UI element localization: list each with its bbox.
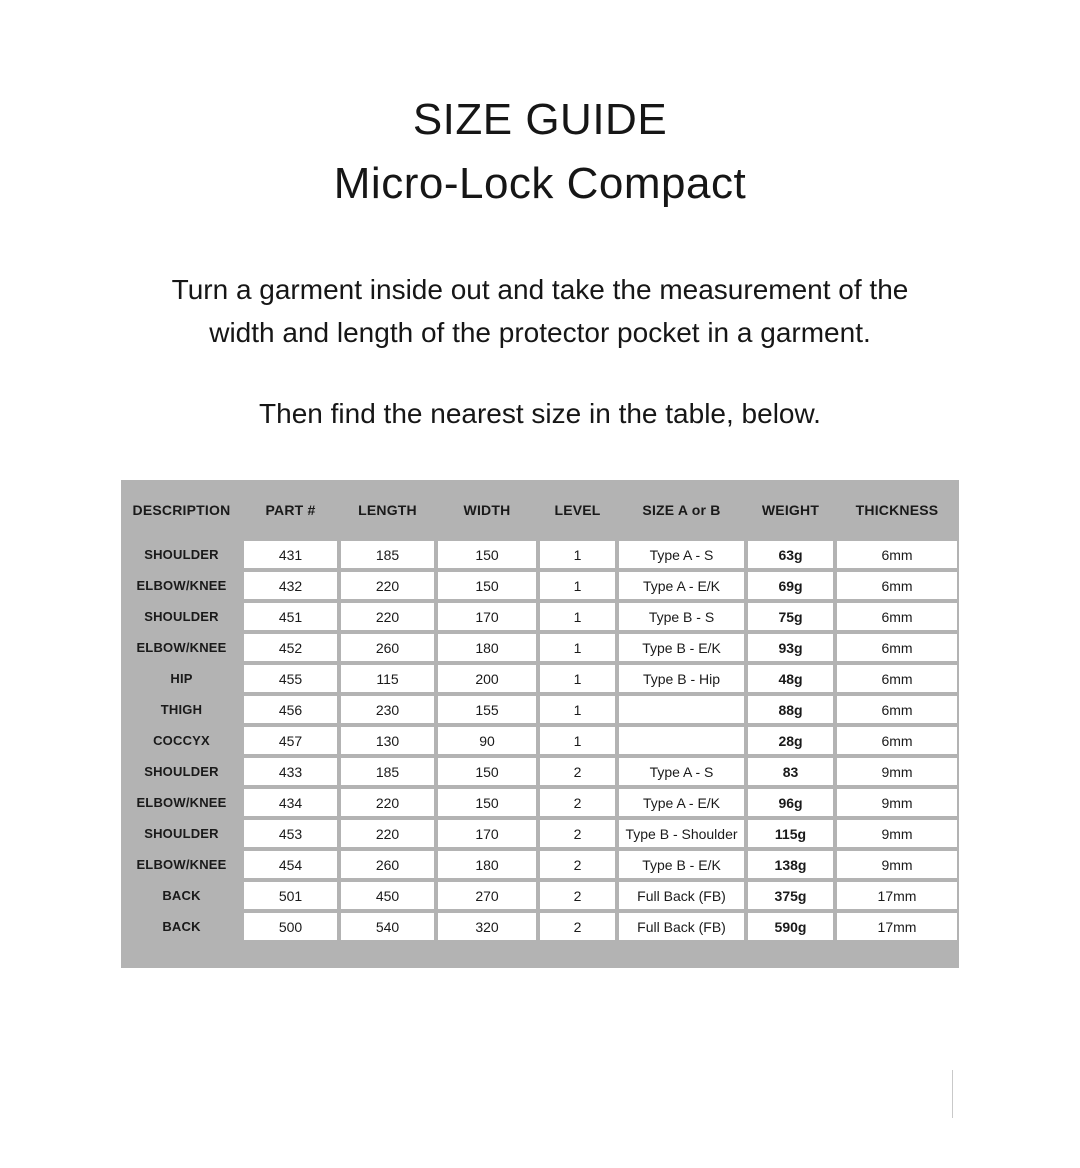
header-thickness: THICKNESS xyxy=(855,501,939,518)
value-cell: 451 xyxy=(244,603,337,630)
value-cell: 9mm xyxy=(837,789,957,816)
value-cell: 69g xyxy=(748,572,833,599)
value-cell: 17mm xyxy=(837,913,957,940)
value-cell: 75g xyxy=(748,603,833,630)
description-cell: ELBOW/KNEE xyxy=(136,857,227,872)
value-cell: 540 xyxy=(341,913,434,940)
value-cell: Type A - S xyxy=(619,758,744,785)
value-cell: 170 xyxy=(438,820,536,847)
value-cell: 6mm xyxy=(837,665,957,692)
value-cell: 2 xyxy=(540,789,615,816)
value-cell: 155 xyxy=(438,696,536,723)
header-weight: WEIGHT xyxy=(761,501,820,518)
instructions-line2: width and length of the protector pocket in a garment. xyxy=(209,317,871,348)
value-cell: 500 xyxy=(244,913,337,940)
header-width: WIDTH xyxy=(463,501,511,518)
table-row xyxy=(121,632,959,663)
value-cell: 138g xyxy=(748,851,833,878)
value-cell: 431 xyxy=(244,541,337,568)
value-cell: 452 xyxy=(244,634,337,661)
header-description: DESCRIPTION xyxy=(132,501,231,518)
value-cell: 17mm xyxy=(837,882,957,909)
value-cell: 9mm xyxy=(837,851,957,878)
value-cell: 230 xyxy=(341,696,434,723)
description-cell: ELBOW/KNEE xyxy=(136,640,227,655)
value-cell: 1 xyxy=(540,727,615,754)
value-cell: 6mm xyxy=(837,572,957,599)
value-cell: 9mm xyxy=(837,820,957,847)
description-cell: BACK xyxy=(162,888,201,903)
page-title-line2: Micro-Lock Compact xyxy=(333,159,747,208)
value-cell: 28g xyxy=(748,727,833,754)
value-cell: 48g xyxy=(748,665,833,692)
value-cell: 170 xyxy=(438,603,536,630)
table-row xyxy=(121,849,959,880)
table-body xyxy=(121,539,959,942)
value-cell: 1 xyxy=(540,665,615,692)
value-cell: 456 xyxy=(244,696,337,723)
value-cell: Type B - E/K xyxy=(619,634,744,661)
value-cell: 450 xyxy=(341,882,434,909)
value-cell: 1 xyxy=(540,541,615,568)
value-cell: 115g xyxy=(748,820,833,847)
value-cell: 260 xyxy=(341,634,434,661)
value-cell: Full Back (FB) xyxy=(619,882,744,909)
value-cell: 150 xyxy=(438,789,536,816)
table-row xyxy=(121,725,959,756)
description-cell: BACK xyxy=(162,919,201,934)
value-cell: 220 xyxy=(341,789,434,816)
value-cell: 434 xyxy=(244,789,337,816)
table-row xyxy=(121,539,959,570)
description-cell: THIGH xyxy=(160,702,203,717)
value-cell: 200 xyxy=(438,665,536,692)
value-cell: 93g xyxy=(748,634,833,661)
value-cell: 1 xyxy=(540,603,615,630)
instructions-line1: Turn a garment inside out and take the measurement of the xyxy=(171,274,909,305)
table-header-row xyxy=(121,480,959,539)
page-title-line1: SIZE GUIDE xyxy=(412,95,668,144)
value-cell: Type A - E/K xyxy=(619,789,744,816)
divider-line xyxy=(952,1070,953,1118)
description-cell: ELBOW/KNEE xyxy=(136,578,227,593)
table-row xyxy=(121,787,959,818)
value-cell: 2 xyxy=(540,913,615,940)
value-cell: 6mm xyxy=(837,603,957,630)
value-cell xyxy=(619,696,744,723)
value-cell: 453 xyxy=(244,820,337,847)
header-level: LEVEL xyxy=(554,501,601,518)
value-cell: 270 xyxy=(438,882,536,909)
value-cell: Type B - Hip xyxy=(619,665,744,692)
description-cell: SHOULDER xyxy=(144,826,219,841)
table-row xyxy=(121,880,959,911)
description-cell: SHOULDER xyxy=(144,547,219,562)
description-cell: SHOULDER xyxy=(144,764,219,779)
header-part-number: PART # xyxy=(265,501,316,518)
value-cell: 150 xyxy=(438,572,536,599)
value-cell: 2 xyxy=(540,820,615,847)
value-cell: 457 xyxy=(244,727,337,754)
value-cell: 501 xyxy=(244,882,337,909)
value-cell: 6mm xyxy=(837,634,957,661)
value-cell: Type A - S xyxy=(619,541,744,568)
value-cell: 220 xyxy=(341,603,434,630)
value-cell: 115 xyxy=(341,665,434,692)
value-cell: 2 xyxy=(540,758,615,785)
table-row xyxy=(121,694,959,725)
value-cell: 88g xyxy=(748,696,833,723)
header-length: LENGTH xyxy=(358,501,417,518)
description-cell: SHOULDER xyxy=(144,609,219,624)
description-cell: COCCYX xyxy=(153,733,210,748)
value-cell: 432 xyxy=(244,572,337,599)
value-cell: 96g xyxy=(748,789,833,816)
value-cell: Type A - E/K xyxy=(619,572,744,599)
value-cell: 180 xyxy=(438,634,536,661)
table-row xyxy=(121,570,959,601)
value-cell: 180 xyxy=(438,851,536,878)
table-row xyxy=(121,601,959,632)
value-cell: 6mm xyxy=(837,727,957,754)
value-cell: 1 xyxy=(540,572,615,599)
value-cell: 83 xyxy=(748,758,833,785)
header-size-a-or-b: SIZE A or B xyxy=(642,501,721,518)
value-cell: 150 xyxy=(438,758,536,785)
value-cell: 185 xyxy=(341,541,434,568)
value-cell: 433 xyxy=(244,758,337,785)
instructions-line3: Then find the nearest size in the table, below. xyxy=(259,398,821,429)
value-cell: 2 xyxy=(540,882,615,909)
value-cell: Full Back (FB) xyxy=(619,913,744,940)
value-cell xyxy=(619,727,744,754)
value-cell: Type B - S xyxy=(619,603,744,630)
value-cell: 1 xyxy=(540,696,615,723)
value-cell: 590g xyxy=(748,913,833,940)
value-cell: 6mm xyxy=(837,696,957,723)
value-cell: 185 xyxy=(341,758,434,785)
table-row xyxy=(121,756,959,787)
description-cell: ELBOW/KNEE xyxy=(136,795,227,810)
value-cell: Type B - E/K xyxy=(619,851,744,878)
value-cell: 2 xyxy=(540,851,615,878)
page-title xyxy=(0,88,1080,216)
table-row xyxy=(121,911,959,942)
value-cell: 220 xyxy=(341,572,434,599)
value-cell: 9mm xyxy=(837,758,957,785)
value-cell: 375g xyxy=(748,882,833,909)
description-cell: HIP xyxy=(170,671,193,686)
value-cell: 1 xyxy=(540,634,615,661)
value-cell: 90 xyxy=(438,727,536,754)
value-cell: 150 xyxy=(438,541,536,568)
table-row xyxy=(121,818,959,849)
value-cell: 454 xyxy=(244,851,337,878)
instructions-paragraph xyxy=(0,268,1080,354)
value-cell: 6mm xyxy=(837,541,957,568)
value-cell: Type B - Shoulder xyxy=(619,820,744,847)
instructions-second-paragraph xyxy=(0,396,1080,432)
table-row xyxy=(121,663,959,694)
value-cell: 260 xyxy=(341,851,434,878)
value-cell: 455 xyxy=(244,665,337,692)
value-cell: 130 xyxy=(341,727,434,754)
value-cell: 63g xyxy=(748,541,833,568)
size-guide-table xyxy=(121,480,959,968)
value-cell: 220 xyxy=(341,820,434,847)
value-cell: 320 xyxy=(438,913,536,940)
